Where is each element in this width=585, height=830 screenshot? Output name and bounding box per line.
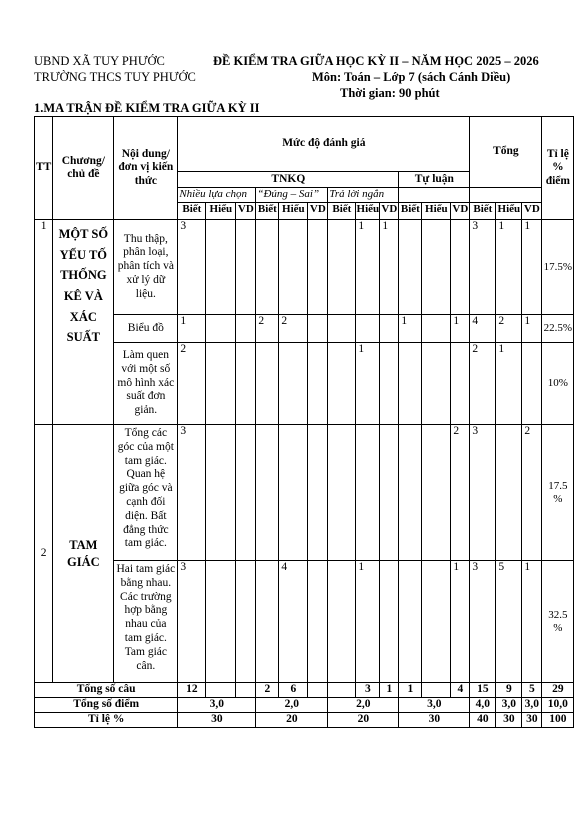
count-cell: 1 [451,315,470,343]
count-cell [206,220,236,315]
count-cell: 2 [451,425,470,561]
header-chapter: Chương/ chủ đề [53,117,114,220]
count-cell [422,220,451,315]
exam-title: ĐỀ KIỂM TRA GIỮA HỌC KỲ II – NĂM HỌC 2025 – 2026 [213,54,539,68]
points-total-cell: 3,0 [496,698,522,713]
count-cell [496,425,522,561]
header-tt: TT [35,117,53,220]
percent-row [35,713,574,728]
count-cell [380,315,399,343]
level-cell: VD [236,203,256,220]
points-total: 10,0 [542,698,574,713]
count-cell: 3 [178,220,206,315]
percent-total-cell: 30 [522,713,542,728]
matrix-table [34,116,574,728]
table-row [35,343,574,425]
sum-cell: 6 [279,683,308,698]
level-cell: Hiểu [206,203,236,220]
count-cell [380,425,399,561]
count-cell [399,343,422,425]
count-cell [308,220,328,315]
count-cell [380,561,399,683]
count-cell: 1 [356,343,380,425]
count-cell [206,425,236,561]
level-cell: VD [308,203,328,220]
percent-group: 30 [178,713,256,728]
count-cell [328,220,356,315]
header-short-answer: Trả lời ngắn [328,188,399,203]
points-group: 2,0 [256,698,328,713]
count-cell [206,315,236,343]
table-row [35,220,574,315]
header-total-blank [470,188,542,203]
sum-cell: 5 [522,683,542,698]
count-cell [308,343,328,425]
count-cell [328,315,356,343]
content-unit: Biểu đồ [114,315,178,343]
points-group: 3,0 [399,698,470,713]
percent-total-cell: 30 [496,713,522,728]
count-cell [399,220,422,315]
sum-cell [422,683,451,698]
count-cell: 3 [470,425,496,561]
count-cell [256,561,279,683]
count-cell: 3 [470,220,496,315]
content-unit: Làm quen với một số mô hình xác suất đơn giản. [114,343,178,425]
count-cell: 2 [522,425,542,561]
content-unit: Hai tam giác bằng nhau. Các trường hợp bằng nhau của tam giác. Tam giác cân. [114,561,178,683]
level-cell: Hiểu [279,203,308,220]
sum-total: 29 [542,683,574,698]
sum-cell: 3 [356,683,380,698]
topic-number: 1 [35,220,53,425]
count-cell [522,343,542,425]
percent-cell: 17.5% [542,220,574,315]
topic-name: MỘT SỐ YẾU TỐ THỐNG KÊ VÀ XÁC SUẤT [53,220,114,425]
count-cell [422,425,451,561]
count-cell [422,315,451,343]
count-cell [206,561,236,683]
count-cell [399,425,422,561]
count-cell: 2 [496,315,522,343]
count-cell: 1 [380,220,399,315]
sum-cell [308,683,328,698]
level-cell: Hiểu [496,203,522,220]
level-cell: VD [380,203,399,220]
percent-group: 20 [328,713,399,728]
total-questions-row [35,683,574,698]
count-cell [236,343,256,425]
count-cell [356,425,380,561]
sum-cell: 4 [451,683,470,698]
content-unit: Tổng các góc của một tam giác. Quan hệ giữa góc và cạnh đối diện. Bất đẳng thức tam giác. [114,425,178,561]
sum-cell: 15 [470,683,496,698]
level-cell: VD [451,203,470,220]
count-cell [451,343,470,425]
count-cell: 1 [496,343,522,425]
header-total: Tổng [470,117,542,188]
level-cell: Biết [178,203,206,220]
header-true-false: “Đúng – Sai” [256,188,328,203]
sum-cell: 12 [178,683,206,698]
count-cell: 1 [522,220,542,315]
sum-cell [206,683,236,698]
header-tnkq: TNKQ [178,172,399,188]
percent-label: Tỉ lệ % [35,713,178,728]
header-assessment-level: Mức độ đánh giá [178,117,470,172]
level-cell: Biết [470,203,496,220]
points-group: 2,0 [328,698,399,713]
assessment-matrix [34,116,574,728]
sum-cell [236,683,256,698]
count-cell: 1 [496,220,522,315]
header-multiple-choice: Nhiều lựa chọn [178,188,256,203]
count-cell: 1 [178,315,206,343]
topic-number: 2 [35,425,53,683]
count-cell: 1 [522,315,542,343]
count-cell [328,561,356,683]
percent-group: 30 [399,713,470,728]
count-cell [380,343,399,425]
school-district: UBND XÃ TUY PHƯỚC [34,54,165,68]
count-cell [451,220,470,315]
count-cell [328,343,356,425]
content-unit: Thu thập, phân loại, phân tích và xử lý dữ liệu. [114,220,178,315]
level-cell: VD [522,203,542,220]
count-cell [256,220,279,315]
header-percent: Tỉ lệ % điểm [542,117,574,220]
header-essay-blank [399,188,470,203]
total-points-label: Tổng số điểm [35,698,178,713]
percent-total: 100 [542,713,574,728]
count-cell: 2 [256,315,279,343]
percent-total-cell: 40 [470,713,496,728]
count-cell [279,425,308,561]
count-cell [279,220,308,315]
count-cell [308,425,328,561]
table-row [35,315,574,343]
level-cell: Biết [256,203,279,220]
total-questions-label: Tổng số câu [35,683,178,698]
count-cell [328,425,356,561]
points-total-cell: 3,0 [522,698,542,713]
count-cell [236,425,256,561]
count-cell [256,425,279,561]
topic-name: TAM GIÁC [53,425,114,683]
points-group: 3,0 [178,698,256,713]
count-cell [422,343,451,425]
level-cell: Hiểu [356,203,380,220]
section-title: 1.MA TRẬN ĐỀ KIỂM TRA GIỮA KỲ II [34,101,260,115]
count-cell: 1 [399,315,422,343]
count-cell: 4 [470,315,496,343]
count-cell: 1 [356,220,380,315]
count-cell: 2 [178,343,206,425]
count-cell [256,343,279,425]
count-cell [308,315,328,343]
count-cell [206,343,236,425]
count-cell: 3 [178,425,206,561]
table-row [35,561,574,683]
percent-cell: 17.5 % [542,425,574,561]
percent-cell: 10% [542,343,574,425]
count-cell [308,561,328,683]
count-cell: 2 [279,315,308,343]
count-cell: 5 [496,561,522,683]
header-essay: Tự luận [399,172,470,188]
count-cell [279,343,308,425]
count-cell [236,220,256,315]
total-points-row [35,698,574,713]
sum-cell [328,683,356,698]
percent-cell: 32.5 % [542,561,574,683]
count-cell: 1 [356,561,380,683]
percent-cell: 22.5% [542,315,574,343]
count-cell: 2 [470,343,496,425]
exam-duration: Thời gian: 90 phút [340,86,440,100]
table-row [35,425,574,561]
sum-cell: 1 [399,683,422,698]
level-cell: Biết [399,203,422,220]
sum-cell: 2 [256,683,279,698]
count-cell: 1 [451,561,470,683]
count-cell [356,315,380,343]
percent-group: 20 [256,713,328,728]
count-cell: 1 [522,561,542,683]
sum-cell: 1 [380,683,399,698]
count-cell: 3 [178,561,206,683]
count-cell [236,315,256,343]
level-cell: Biết [328,203,356,220]
count-cell [422,561,451,683]
header-content: Nội dung/đơn vị kiến thức [114,117,178,220]
count-cell [236,561,256,683]
points-total-cell: 4,0 [470,698,496,713]
sum-cell: 9 [496,683,522,698]
count-cell: 4 [279,561,308,683]
exam-subject: Môn: Toán – Lớp 7 (sách Cánh Diều) [312,70,511,84]
count-cell: 3 [470,561,496,683]
level-cell: Hiểu [422,203,451,220]
count-cell [399,561,422,683]
school-name: TRƯỜNG THCS TUY PHƯỚC [34,70,196,84]
